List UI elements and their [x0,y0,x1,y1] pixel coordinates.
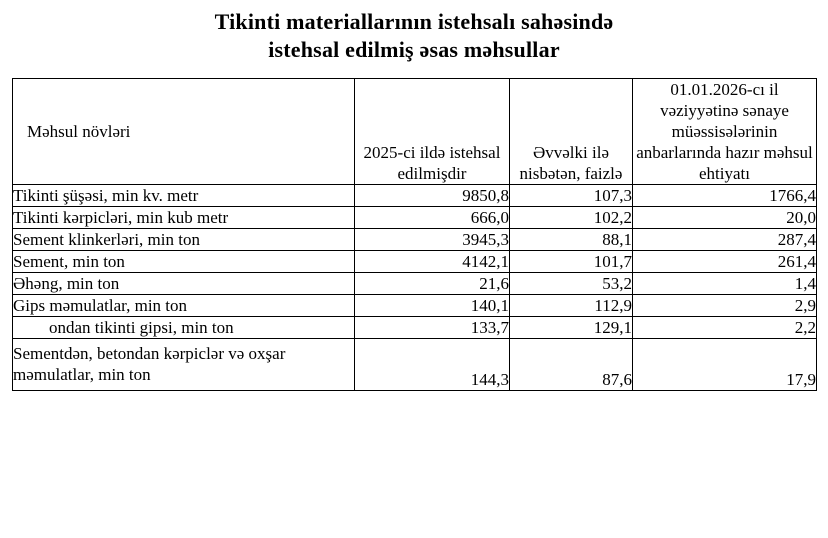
row-value-percent: 112,9 [510,295,633,317]
row-value-percent: 88,1 [510,229,633,251]
row-label: Sement klinkerləri, min ton [13,229,355,251]
row-value-percent: 87,6 [510,339,633,391]
row-value-produced: 144,3 [355,339,510,391]
table-body [13,185,817,391]
row-value-stock: 261,4 [633,251,817,273]
page-title-line-2: istehsal edilmiş əsas məhsullar [268,37,560,62]
row-value-stock: 1766,4 [633,185,817,207]
row-label: ondan tikinti gipsi, min ton [13,317,355,339]
row-value-produced: 140,1 [355,295,510,317]
column-header-product-types: Məhsul növləri [13,79,355,185]
row-value-produced: 666,0 [355,207,510,229]
table-row [13,185,817,207]
table-row [13,251,817,273]
row-label: Əhəng, min ton [13,273,355,295]
column-header-percent-vs-previous-year: Əvvəlki ilə nisbətən, faizlə [510,79,633,185]
row-value-stock: 2,2 [633,317,817,339]
row-label: Gips məmulatlar, min ton [13,295,355,317]
row-value-produced: 133,7 [355,317,510,339]
row-value-produced: 9850,8 [355,185,510,207]
row-value-produced: 4142,1 [355,251,510,273]
row-value-produced: 3945,3 [355,229,510,251]
row-value-percent: 102,2 [510,207,633,229]
table-row [13,295,817,317]
page-title [0,0,828,64]
row-label: Tikinti kərpicləri, min kub metr [13,207,355,229]
row-value-percent: 107,3 [510,185,633,207]
table-row [13,317,817,339]
row-value-stock: 20,0 [633,207,817,229]
table-row [13,207,817,229]
column-header-produced-2025: 2025-ci ildə istehsal edilmişdir [355,79,510,185]
row-value-stock: 2,9 [633,295,817,317]
row-value-percent: 53,2 [510,273,633,295]
row-value-percent: 129,1 [510,317,633,339]
table-header-row [13,79,817,185]
table-row [13,339,817,391]
row-value-stock: 17,9 [633,339,817,391]
table-container [12,78,816,391]
row-value-percent: 101,7 [510,251,633,273]
row-value-stock: 287,4 [633,229,817,251]
production-table [12,78,817,391]
row-value-stock: 1,4 [633,273,817,295]
row-value-produced: 21,6 [355,273,510,295]
column-header-stock-at-enterprises: 01.01.2026-cı il vəziyyətinə sənaye müəssisələrinin anbarlarında hazır məhsul ehtiyatı [633,79,817,185]
table-row [13,229,817,251]
row-label: Sementdən, betondan kərpiclər və oxşar məmulatlar, min ton [13,339,355,391]
table-header [13,79,817,185]
page-title-line-1: Tikinti materiallarının istehsalı sahəsində [214,9,614,34]
row-label: Sement, min ton [13,251,355,273]
row-label: Tikinti şüşəsi, min kv. metr [13,185,355,207]
table-row [13,273,817,295]
